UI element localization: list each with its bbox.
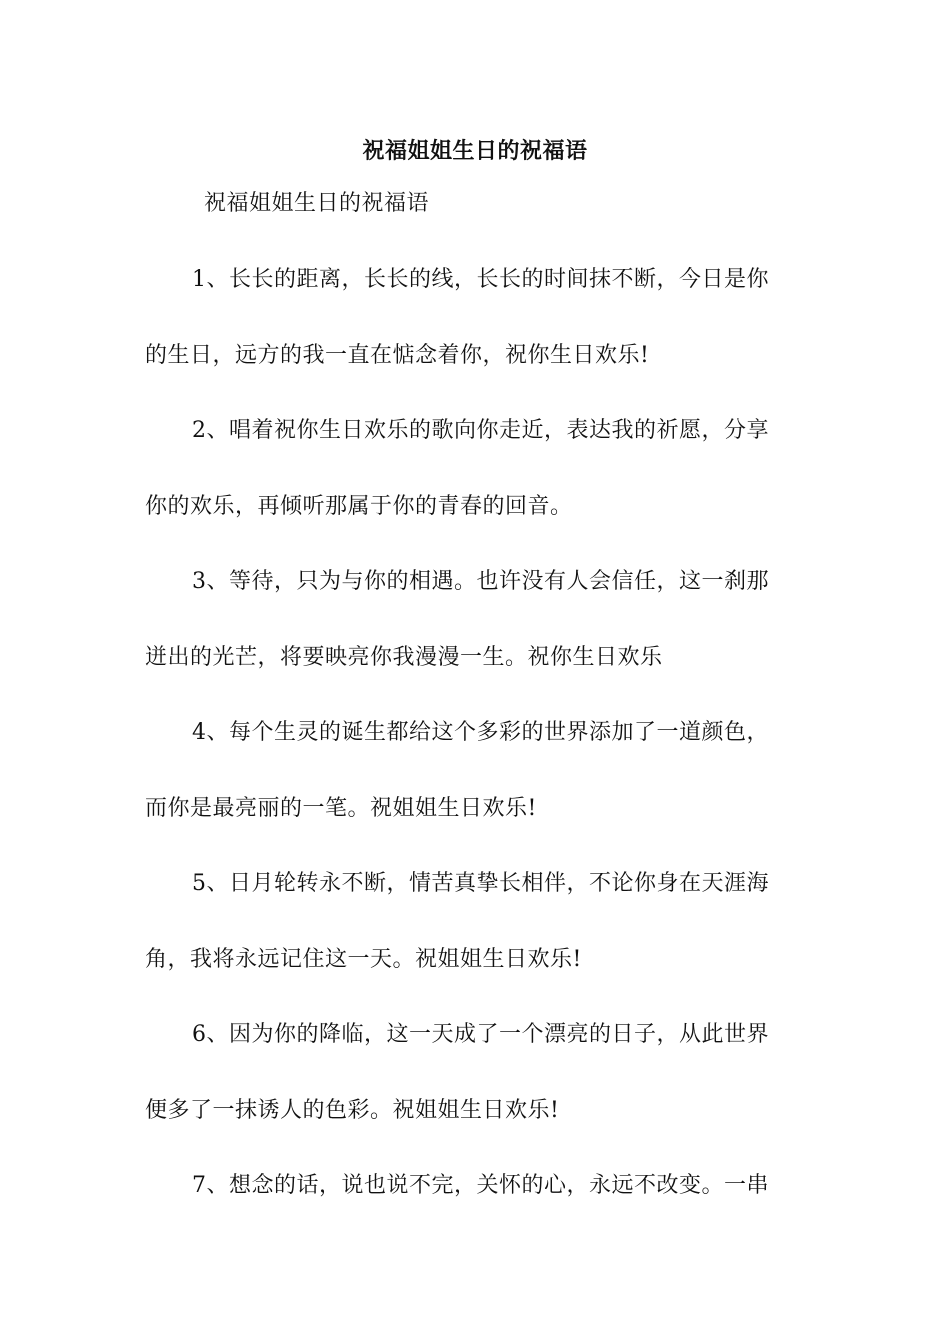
- document-title: 祝福姐姐生日的祝福语: [362, 138, 588, 164]
- paragraph-6-line-1: 6、因为你的降临，这一天成了一个漂亮的日子，从此世界: [192, 1022, 769, 1047]
- paragraph-5-line-2: 角，我将永远记住这一天。祝姐姐生日欢乐!: [145, 947, 582, 972]
- paragraph-1-line-2: 的生日，远方的我一直在惦念着你，祝你生日欢乐!: [145, 343, 650, 368]
- paragraph-1-line-1: 1、长长的距离，长长的线，长长的时间抹不断，今日是你: [192, 267, 769, 292]
- paragraph-2-line-1: 2、唱着祝你生日欢乐的歌向你走近，表达我的祈愿，分享: [192, 418, 769, 443]
- paragraph-2-line-2: 你的欢乐，再倾听那属于你的青春的回音。: [145, 494, 573, 519]
- paragraph-4-line-1: 4、每个生灵的诞生都给这个多彩的世界添加了一道颜色，: [192, 720, 769, 745]
- paragraph-7-line-1: 7、想念的话，说也说不完，关怀的心，永远不改变。一串: [192, 1173, 769, 1198]
- document-subtitle: 祝福姐姐生日的祝福语: [204, 191, 430, 216]
- paragraph-5-line-1: 5、日月轮转永不断，情苦真挚长相伴，不论你身在天涯海: [192, 871, 769, 896]
- paragraph-6-line-2: 便多了一抹诱人的色彩。祝姐姐生日欢乐!: [145, 1098, 560, 1123]
- paragraph-3-line-1: 3、等待，只为与你的相遇。也许没有人会信任，这一刹那: [192, 569, 769, 594]
- paragraph-3-line-2: 迸出的光芒，将要映亮你我漫漫一生。祝你生日欢乐: [145, 645, 663, 670]
- paragraph-4-line-2: 而你是最亮丽的一笔。祝姐姐生日欢乐!: [145, 796, 537, 821]
